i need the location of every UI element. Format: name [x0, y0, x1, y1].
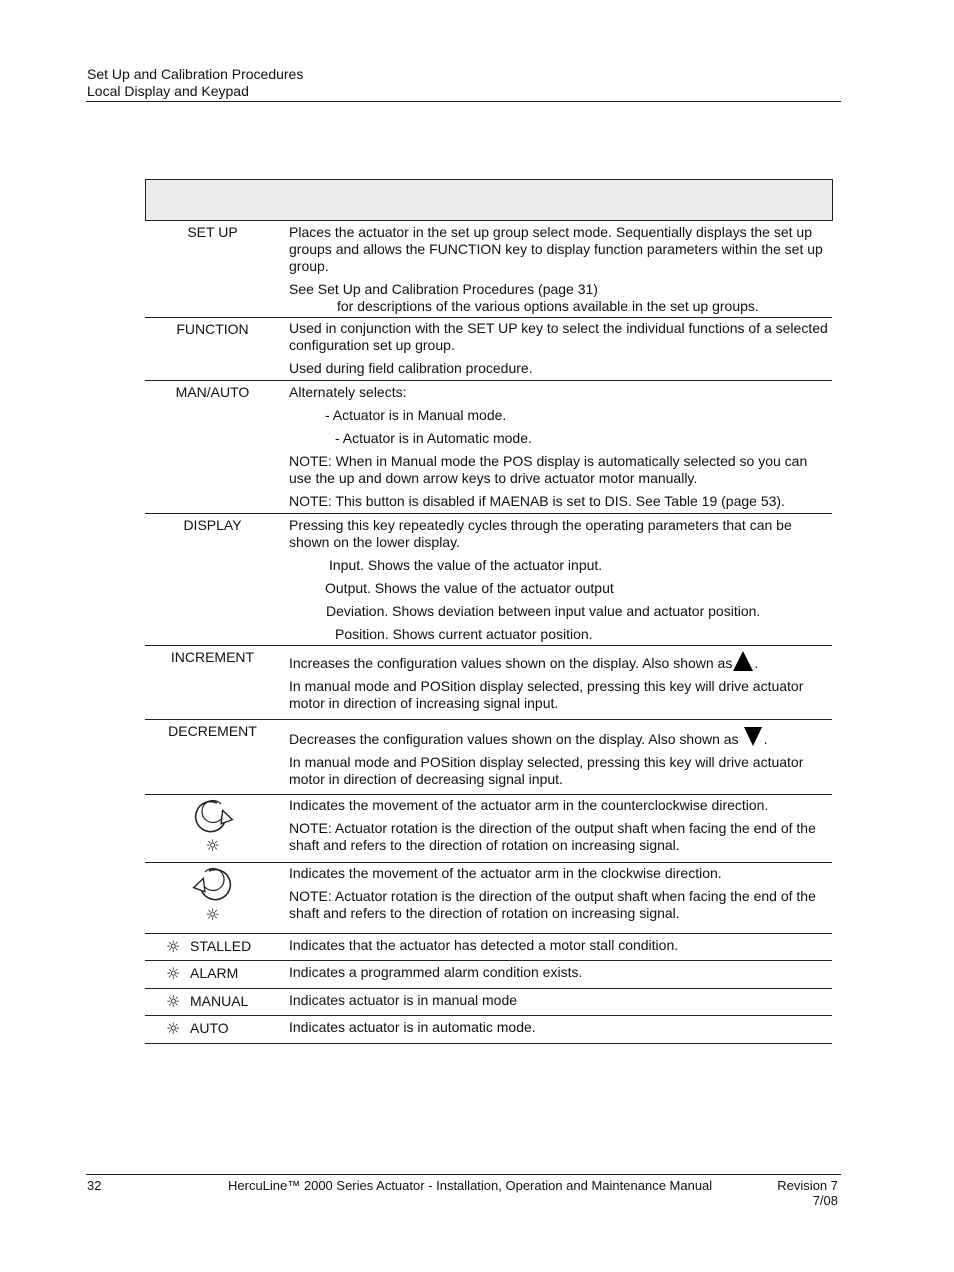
- manual-led-icon: ☼: [166, 992, 181, 1011]
- header-subsection-title: Local Display and Keypad: [87, 83, 249, 99]
- footer-title: HercuLine™ 2000 Series Actuator - Installation, Operation and Maintenance Manual: [228, 1178, 713, 1193]
- down-arrow-icon: [742, 726, 764, 748]
- ccw-desc-1: Indicates the movement of the actuator arm in the counterclockwise direction.: [289, 797, 769, 813]
- auto-led-icon: ☼: [166, 1019, 181, 1038]
- manauto-desc-4: NOTE: When in Manual mode the POS display is automatically selected so you can use the up and down arrow keys to drive actuator motor manually.: [289, 453, 808, 486]
- alarm-led-icon: ☼: [166, 964, 181, 983]
- decrement-desc-1-end: .: [763, 731, 768, 747]
- setup-description: [289, 224, 829, 321]
- header-section-title: Set Up and Calibration Procedures: [87, 66, 304, 82]
- key-label-auto: AUTO: [190, 1020, 229, 1036]
- display-desc-position: Position. Shows current actuator position.: [335, 626, 593, 642]
- manual-desc: Indicates actuator is in manual mode: [289, 992, 518, 1008]
- increment-desc-2: In manual mode and POSition display selected, pressing this key will drive actuator motor in direction of increasing signal input.: [289, 678, 804, 711]
- footer-revision: Revision 7: [777, 1178, 838, 1193]
- manauto-desc-5: NOTE: This button is disabled if MAENAB is set to DIS. See Table 19 (page 53).: [289, 493, 785, 509]
- stalled-indicator: [145, 937, 280, 957]
- manauto-description: [289, 384, 829, 516]
- function-description: [289, 320, 829, 383]
- table-row-function: [145, 318, 832, 381]
- manauto-desc-2: - Actuator is in Manual mode.: [325, 407, 507, 423]
- table-row-increment: [145, 646, 832, 720]
- display-desc-1: Pressing this key repeatedly cycles through the operating parameters that can be shown on the lower display.: [289, 517, 792, 550]
- key-label-increment: INCREMENT: [170, 649, 255, 665]
- table-row-ccw: [145, 795, 832, 863]
- cw-indicator: [145, 865, 280, 931]
- key-label-manauto: MAN/AUTO: [175, 384, 250, 400]
- footer-revision-block: [740, 1178, 838, 1208]
- footer-rule: [86, 1174, 841, 1175]
- table-row-stalled: [145, 934, 832, 961]
- ccw-indicator: [145, 797, 280, 861]
- ccw-led-icon: ☼: [205, 836, 220, 855]
- setup-desc-3: for descriptions of the various options available in the set up groups.: [337, 298, 759, 314]
- table-row-decrement: [145, 720, 832, 795]
- stalled-led-icon: ☼: [166, 937, 181, 956]
- auto-desc: Indicates actuator is in automatic mode.: [289, 1019, 536, 1035]
- key-label-manual: MANUAL: [190, 993, 249, 1009]
- increment-description: [289, 650, 829, 718]
- setup-desc-2: See Set Up and Calibration Procedures (page 31): [289, 281, 598, 297]
- manauto-desc-1: Alternately selects:: [289, 384, 407, 400]
- auto-indicator: [145, 1019, 280, 1039]
- table-row-setup: [145, 219, 832, 318]
- manauto-desc-3: - Actuator is in Automatic mode.: [335, 430, 532, 446]
- decrement-description: [289, 726, 829, 794]
- cw-desc-1: Indicates the movement of the actuator arm in the clockwise direction.: [289, 865, 722, 881]
- page-number: 32: [87, 1178, 102, 1193]
- header-rule: [86, 101, 841, 102]
- decrement-desc-2: In manual mode and POSition display selected, pressing this key will drive actuator motor in direction of decreasing signal input.: [289, 754, 804, 787]
- table-row-manual: [145, 989, 832, 1016]
- table-row-auto: [145, 1016, 832, 1044]
- function-desc-2: Used during field calibration procedure.: [289, 360, 533, 376]
- key-label-alarm: ALARM: [190, 965, 239, 981]
- display-desc-deviation: Deviation. Shows deviation between input value and actuator position.: [326, 603, 761, 619]
- ccw-desc-2: NOTE: Actuator rotation is the direction of the output shaft when facing the end of the shaft and refers to the direction of rotation on increasing signal.: [289, 820, 816, 853]
- table-row-manauto: [145, 381, 832, 514]
- manual-indicator: [145, 992, 280, 1012]
- increment-desc-1: Increases the configuration values shown on the display. Also shown as: [289, 655, 733, 671]
- table-row-alarm: [145, 961, 832, 989]
- cw-led-icon: ☼: [205, 905, 220, 924]
- running-header: [87, 66, 303, 100]
- key-label-stalled: STALLED: [190, 938, 252, 954]
- function-desc-1: Used in conjunction with the SET UP key to select the individual functions of a selected configuration set up group.: [289, 320, 828, 353]
- up-arrow-icon: [732, 650, 754, 672]
- display-description: [289, 517, 829, 649]
- decrement-desc-1: Decreases the configuration values shown on the display. Also shown as: [289, 731, 739, 747]
- table-row-display: [145, 514, 832, 646]
- table-header-band: [145, 179, 833, 221]
- ccw-description: [289, 797, 829, 860]
- footer-date: 7/08: [812, 1193, 838, 1208]
- key-label-display: DISPLAY: [183, 517, 242, 533]
- display-desc-output: Output. Shows the value of the actuator output: [325, 580, 614, 596]
- stalled-desc: Indicates that the actuator has detected a motor stall condition.: [289, 937, 679, 953]
- key-label-decrement: DECREMENT: [168, 723, 257, 739]
- increment-desc-1-end: .: [754, 655, 759, 671]
- cw-description: [289, 865, 829, 928]
- table-row-cw: [145, 863, 832, 934]
- counterclockwise-arrow-icon: [191, 797, 235, 837]
- key-label-setup: SET UP: [187, 224, 238, 240]
- cw-desc-2: NOTE: Actuator rotation is the direction of the output shaft when facing the end of the shaft and refers to the direction of rotation on increasing signal.: [289, 888, 816, 921]
- alarm-indicator: [145, 964, 280, 984]
- alarm-desc: Indicates a programmed alarm condition exists.: [289, 964, 583, 980]
- clockwise-arrow-icon: [191, 865, 235, 905]
- key-label-function: FUNCTION: [176, 321, 249, 337]
- display-desc-input: Input. Shows the value of the actuator input.: [329, 557, 603, 573]
- setup-desc-1: Places the actuator in the set up group select mode. Sequentially displays the set up groups and allows the FUNCTION key to display function parameters within the set up group.: [289, 224, 823, 274]
